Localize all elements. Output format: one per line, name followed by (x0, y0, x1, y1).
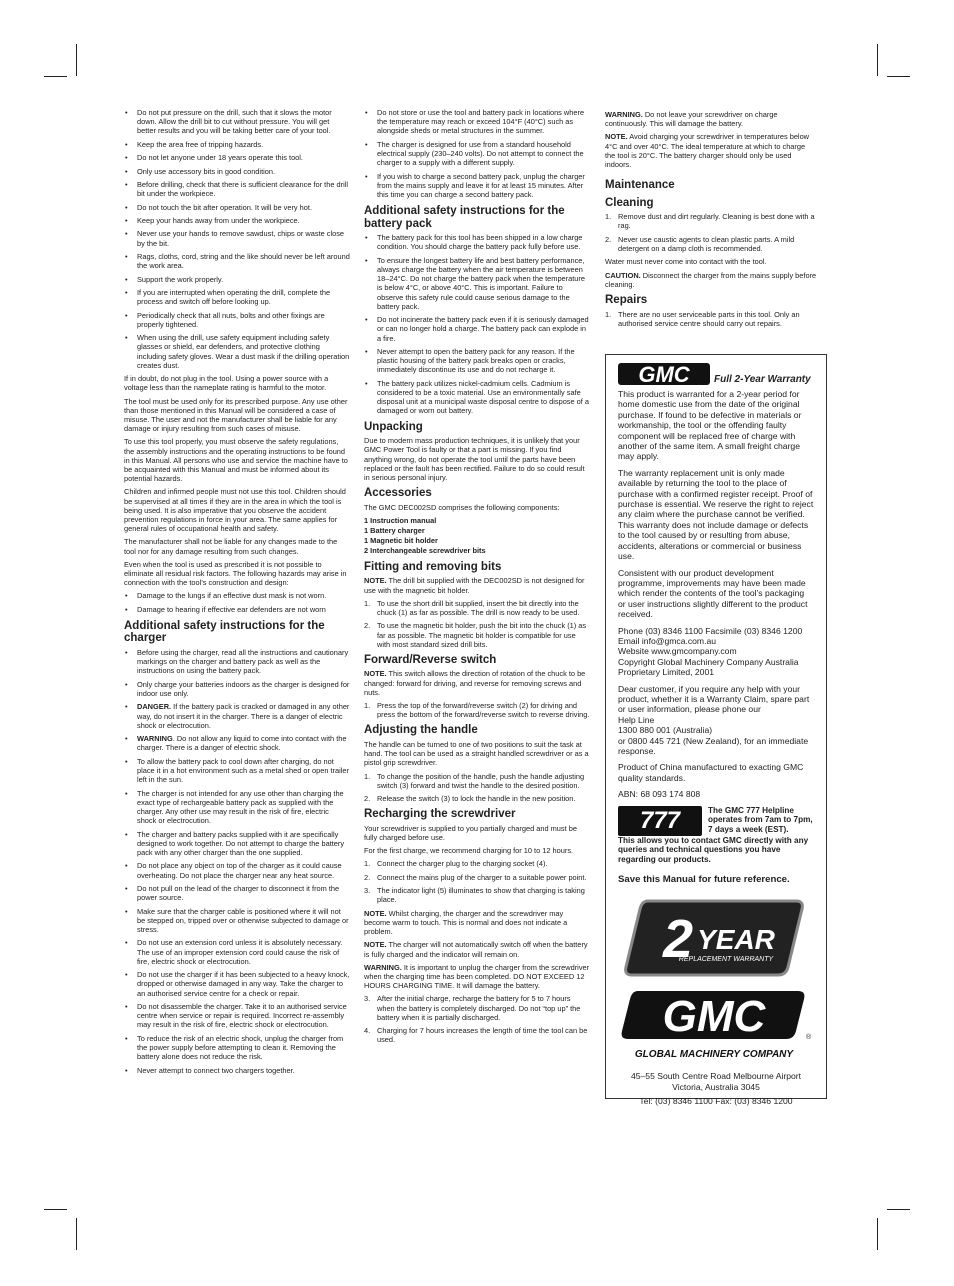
paragraph: Consistent with our product development programme, improvements may have been made which render the contents of the tool’s packaging or user instructions slightly different to the product received. (618, 567, 808, 620)
list-item: • If you wish to charge a second battery pack, unplug the charger from the mains supply and leave it for at least 15 minutes. After this time you can charge a second battery pack. (364, 172, 590, 200)
website-text: Website www.gmcompany.com (618, 646, 737, 657)
abn-text: ABN: 68 093 174 808 (618, 789, 701, 800)
recharge-text-2: For the first charge, we recommend charging for 10 to 12 hours. (364, 846, 574, 856)
numbered-step: 1. To change the position of the handle, push the handle adjusting switch (3) forward and twist the handle to the desired position. (364, 771, 585, 790)
numbered-step: 2. Release the switch (3) to lock the handle in the new position. (364, 794, 576, 804)
numbered-step: 1. There are no user serviceable parts in this tool. Only an authorised service centre should carry out repairs. (605, 309, 800, 328)
svg-text:GMC: GMC (662, 992, 766, 1042)
column-2 (364, 108, 590, 1049)
list-item: • Periodically check that all nuts, bolts and other fixings are properly tightened. (124, 311, 350, 329)
list-item: • Rags, cloths, cord, string and the like should never be left around the work area. (124, 252, 350, 270)
list-item: • Damage to hearing if effective ear defenders are not worn (124, 605, 350, 614)
warranty-badge-logo (618, 895, 814, 1065)
components-list (364, 516, 590, 556)
list-item: • Make sure that the charger cable is positioned where it will not be stepped on, tripped over or otherwise subjected to damage or stress. (124, 907, 350, 935)
repairs-steps (605, 310, 817, 328)
paragraph: NOTE. Whilst charging, the charger and the screwdriver may become warm to touch. This is normal and does not indicate a problem. (364, 908, 568, 937)
list-item: • To allow the battery pack to cool down after charging, do not place it in a hot environment such as a metal shed or open trailer left in the sun. (124, 757, 350, 785)
column-1 (124, 108, 350, 1079)
component-item: 2 Interchangeable screwdriver bits (364, 545, 486, 555)
numbered-step: 2. Never use caustic agents to clean plastic parts. A mild detergent on a damp cloth is recommended. (605, 234, 795, 254)
paragraph: WARNING. Do not leave your screwdriver on charge continuously. This will damage the battery. (605, 110, 778, 129)
crop-mark (887, 76, 910, 77)
save-manual-text: Save this Manual for future reference. (618, 874, 790, 886)
crop-mark (76, 1218, 77, 1250)
paragraph: The tool must be used only for its prescribed purpose. Any use other than those mentioned in this Manual will be considered a case of misuse. The user and not the manufacturer shall be liable for any damage or injury resulting from such cases of misuse. (124, 396, 348, 434)
svg-text:GMC: GMC (638, 362, 690, 387)
recharge-steps (364, 859, 590, 904)
helpline-text-2: This allows you to contact GMC directly with any queries and technical questions you have regarding our products. (618, 835, 809, 865)
cleaning-steps (605, 212, 817, 253)
recharge-heading: Recharging the screwdriver (364, 808, 516, 821)
accessories-heading: Accessories (364, 487, 432, 500)
list-item: • The battery pack for this tool has been shipped in a low charge condition. You should charge the battery pack fully before use. (364, 233, 590, 251)
numbered-step: 2. To use the magnetic bit holder, push the bit into the chuck (1) as far as possible. The magnetic bit holder is compatible for use with most standard sized drill bits. (364, 621, 587, 649)
list-item: • Do not use an extension cord unless it is absolutely necessary. The use of an improper extension cord could cause the risk of fire, electric shock or electrocution. (124, 938, 350, 966)
list-item: • DANGER. If the battery pack is cracked or damaged in any other way, do not insert it in the charger. There is a danger of electric shock or electrocution. (124, 702, 350, 730)
crop-mark (877, 44, 878, 76)
unpacking-text: Due to modern mass production techniques, it is unlikely that your GMC Power Tool is faulty or that a part is missing. If you find anything wrong, do not operate the tool until the parts have been replaced or the fault has been rectified. Failure to do so could result in serious personal injury. (364, 436, 585, 482)
crop-mark (44, 76, 67, 77)
component-item: 1 Magnetic bit holder (364, 535, 438, 545)
list-item: • Do not put pressure on the drill, such that it slows the motor down. Allow the drill bit to cut without pressure. You will get better results and you will be taking better care of your tool. (124, 108, 350, 136)
numbered-step: 1. Press the top of the forward/reverse switch (2) for driving and press the bottom of the forward/reverse switch to reverse driving. (364, 701, 590, 720)
list-item: • Do not store or use the tool and battery pack in locations where the temperature may reach or exceed 104°F (40°C) such as alongside sheds or metal structures in the summer. (364, 108, 590, 136)
list-item: • Damage to the lungs if an effective dust mask is not worn. (124, 591, 350, 600)
paragraph: The manufacturer shall not be liable for any changes made to the tool nor for any damage resulting from such changes. (124, 537, 338, 556)
safety-bullet-list (124, 108, 350, 370)
accessories-text: The GMC DEC002SD comprises the following components: (364, 502, 560, 512)
fitting-heading: Fitting and removing bits (364, 560, 502, 573)
list-item: • Do not use the charger if it has been subjected to a heavy knock, dropped or otherwise damaged in any way. Take the charger to an authorised service centre for a check or repair. (124, 970, 350, 998)
handle-heading: Adjusting the handle (364, 724, 478, 737)
list-item: • Do not let anyone under 18 years operate this tool. (124, 153, 350, 162)
svg-text:®: ® (806, 1034, 812, 1042)
list-item: • The charger and battery packs supplied with it are specifically designed to work together. Do not attempt to charge the battery pack with any other charger than the one supplied. (124, 830, 350, 858)
warranty-title: Full 2-Year Warranty (714, 373, 811, 385)
handle-text: The handle can be turned to one of two positions to suit the task at hand. The tool can be used as a straight handled screwdriver or as a pistol grip screwdriver. (364, 739, 589, 768)
numbered-step: 1. Remove dust and dirt regularly. Cleaning is best done with a rag. (605, 212, 815, 231)
svg-text:777: 777 (639, 806, 681, 834)
svg-text:YEAR: YEAR (697, 924, 775, 956)
helpline-row (618, 806, 814, 836)
paragraph: If in doubt, do not plug in the tool. Using a power source with a voltage less than the nameplate rating is harmful to the motor. (124, 374, 329, 393)
paragraph: NOTE. Avoid charging your screwdriver in temperatures below 4°C and over 40°C. The ideal temperature at which to charge the tool is 20°C. The battery charger should only be used indoors. (605, 132, 810, 170)
list-item: • When using the drill, use safety equipment including safety glasses or shield, ear defenders, and protective clothing including safety gloves. Wear a dust mask if the drilling operation creates dust. (124, 333, 350, 370)
help-block: Dear customer, if you require any help with your product, whether it is a Warranty Claim, spare part or user information, please phone our Help Line 1300 880 001 (Australia) or 0800 445 721 (New Zealand), for an immediate response. (618, 683, 810, 756)
component-item: 1 Battery charger (364, 525, 425, 535)
crop-mark (44, 1209, 67, 1210)
list-item: • WARNING. Do not allow any liquid to come into contact with the charger. There is a danger of electric shock. (124, 734, 350, 752)
recharge-notes (364, 909, 590, 991)
list-item: • The charger is not intended for any use other than charging the exact type of rechargeable battery pack as supplied with the charger. Any other use may result in the risk of fire, electric shock or electrocution. (124, 789, 350, 826)
forward-steps (364, 701, 590, 719)
battery-heading: Additional safety instructions for the battery pack (364, 205, 565, 230)
maintenance-heading: Maintenance (605, 179, 675, 192)
list-item: • Do not touch the bit after operation. It will be very hot. (124, 203, 350, 212)
contact-block (618, 626, 814, 678)
svg-text:2: 2 (662, 909, 694, 970)
list-item: • Support the work properly. (124, 275, 350, 284)
helpline-777-logo (618, 806, 702, 836)
numbered-step: 4. Charging for 7 hours increases the length of time the tool can be used. (364, 1026, 588, 1045)
storage-bullet-list (364, 108, 590, 199)
charger-bullet-list (124, 648, 350, 1075)
safety-paragraphs (124, 374, 350, 587)
numbered-step: 3. After the initial charge, recharge the battery for 5 to 7 hours when the battery is completely discharged. Do not “top up” the battery when it is partially discharged. (364, 994, 581, 1022)
fitting-note: NOTE. The drill bit supplied with the DEC002SD is not designed for use with the magnetic bit holder. (364, 576, 585, 595)
battery-bullet-list (364, 233, 590, 415)
list-item: • Never attempt to connect two chargers together. (124, 1066, 350, 1075)
fitting-steps (364, 599, 590, 649)
charging-notes (605, 110, 817, 169)
list-item: • The charger is designed for use from a standard household electrical supply (230–240 volts). Do not attempt to connect the charger to a supply with a different supply. (364, 140, 590, 168)
paragraph: Even when the tool is used as prescribed it is not possible to eliminate all residual risk factors. The following hazards may arise in connection with the tool’s construction and design: (124, 559, 347, 588)
warranty-box (605, 354, 827, 1107)
component-item: 1 Instruction manual (364, 515, 437, 525)
paragraph: The warranty replacement unit is only made available by returning the tool to the place of purchase with a confirmed register receipt. Proof of purchase is essential. We reserve the right to reject any claim where the purchase cannot be verified. This warranty does not include damage or defects to the tool caused by or resulting from abuse, accidents, alterations or commercial or business use. (618, 467, 814, 562)
numbered-step: 1. To use the short drill bit supplied, insert the bit directly into the chuck (1) as far as possible. The drill is now ready to be used. (364, 598, 580, 617)
list-item: • Do not incinerate the battery pack even if it is seriously damaged or can no longer hold a charge. The battery pack can explode in a fire. (364, 315, 590, 343)
email-text: Email info@gmca.com.au (618, 635, 717, 646)
helpline-text: The GMC 777 Helpline operates from 7am to 7pm, 7 days a week (EST). (708, 805, 813, 835)
list-item: • Do not pull on the lead of the charger to disconnect it from the power source. (124, 884, 350, 902)
forward-note: NOTE. This switch allows the direction of rotation of the chuck to be changed: forward for driving, and reverse for removing screws and nuts. (364, 669, 586, 697)
numbered-step: 2. Connect the mains plug of the charger to a suitable power point. (364, 872, 587, 882)
gmc-logo (618, 361, 710, 387)
list-item: • Keep the area free of tripping hazards. (124, 140, 350, 149)
paragraph: Children and infirmed people must not use this tool. Children should be supervised at all times if they are in the area in which the tool is being used. It is also imperative that you observe the accident prevention regulations in force in your area. The same applies for general rules of occupational health and safety. (124, 487, 346, 534)
list-item: • The battery pack utilizes nickel-cadmium cells. Cadmium is considered to be a toxic material. Use an environmentally safe disposal unit at a municipal waste disposal centre to dispose of a damaged or worn out battery. (364, 379, 590, 416)
forward-heading: Forward/Reverse switch (364, 653, 497, 666)
svg-text:REPLACEMENT WARRANTY: REPLACEMENT WARRANTY (678, 956, 774, 964)
water-text: Water must never come into contact with the tool. (605, 257, 767, 267)
paragraph: WARNING. It is important to unplug the charger from the screwdriver when the charging time has been completed. DO NOT EXCEED 12 HOURS CHARGING TIME. It will damage the battery. (364, 962, 590, 991)
warranty-paragraphs (618, 389, 814, 620)
crop-mark (887, 1209, 910, 1210)
list-item: • Do not place any object on top of the charger as it could cause overheating. Do not place the charger near any heat source. (124, 861, 350, 879)
handle-steps (364, 772, 590, 804)
paragraph: This product is warranted for a 2-year period for home domestic use from the date of the original purchase. If found to be defective in materials or workmanship, the tool or the offending faulty component will be replaced free of charge with another of the same item. A small freight charge may apply. (618, 389, 802, 462)
charger-heading: Additional safety instructions for the charger (124, 619, 325, 645)
unpacking-heading: Unpacking (364, 420, 423, 433)
cleaning-heading: Cleaning (605, 196, 654, 209)
repairs-heading: Repairs (605, 294, 648, 307)
copyright-text: Copyright Global Machinery Company Australia Proprietary Limited, 2001 (618, 656, 799, 678)
crop-mark (877, 1218, 878, 1250)
list-item: • Only charge your batteries indoors as the charger is designed for indoor use only. (124, 680, 350, 698)
list-item: • Never attempt to open the battery pack for any reason. If the plastic housing of the battery pack breaks open or cracks, immediately discontinue its use and do not recharge it. (364, 347, 590, 375)
warranty-header (618, 361, 814, 387)
numbered-step: 3. The indicator light (5) illuminates to show that charging is taking place. (364, 886, 585, 905)
list-item: • To ensure the longest battery life and best battery performance, always charge the battery when the air temperature is between 18–24°C. Do not charge the battery pack when the temperature is below 4°C, or above 40°C. This is important. Failure to observe this safety rule could cause serious damage to the battery pack. (364, 256, 590, 311)
list-item: • Before drilling, check that there is sufficient clearance for the drill bit under the workpiece. (124, 180, 350, 198)
list-item: • Keep your hands away from under the workpiece. (124, 216, 350, 225)
list-item: • Before using the charger, read all the instructions and cautionary markings on the charger and battery pack as well as the instructions on using the battery pack. (124, 648, 350, 676)
caution-text: CAUTION. Disconnect the charger from the mains supply before cleaning. (605, 270, 817, 289)
list-item: • Never use your hands to remove sawdust, chips or waste close by the bit. (124, 229, 350, 247)
numbered-step: 1. Connect the charger plug to the charging socket (4). (364, 859, 548, 869)
paragraph: To use this tool properly, you must observe the safety regulations, the assembly instructions and the operating instructions to be found in this Manual. All persons who use and service the machine have to be acquainted with this Manual and must be informed about its potential hazards. (124, 437, 348, 484)
origin-text: Product of China manufactured to exacting GMC quality standards. (618, 762, 804, 783)
hazard-bullet-list (124, 591, 350, 614)
list-item: • To reduce the risk of an electric shock, unplug the charger from the power supply before attempting to clean it. Removing the battery alone does not reduce the risk. (124, 1034, 350, 1062)
crop-mark (76, 44, 77, 76)
column-3 (605, 110, 817, 332)
svg-text:GLOBAL MACHINERY COMPANY: GLOBAL MACHINERY COMPANY (634, 1049, 794, 1061)
list-item: • If you are interrupted when operating the drill, complete the process and switch off before looking up. (124, 288, 350, 306)
paragraph: NOTE. The charger will not automatically switch off when the battery is fully charged and the indicator will remain on. (364, 940, 588, 959)
recharge-steps-2 (364, 994, 590, 1044)
recharge-text-1: Your screwdriver is supplied to you partially charged and must be fully charged before use. (364, 823, 577, 843)
list-item: • Only use accessory bits in good condition. (124, 167, 350, 176)
phone-text: Phone (03) 8346 1100 Facsimile (03) 8346 1200 (618, 625, 803, 636)
list-item: • Do not disassemble the charger. Take it to an authorised service centre when service or repair is required. Incorrect re-assembly may result in the risk of fire, electric shock or electrocution. (124, 1002, 350, 1030)
company-address: 45–55 South Centre Road Melbourne Airport Victoria, Australia 3045 Tel: (03) 8346 1100 Fax: (03) 8346 1200 (630, 1071, 802, 1107)
